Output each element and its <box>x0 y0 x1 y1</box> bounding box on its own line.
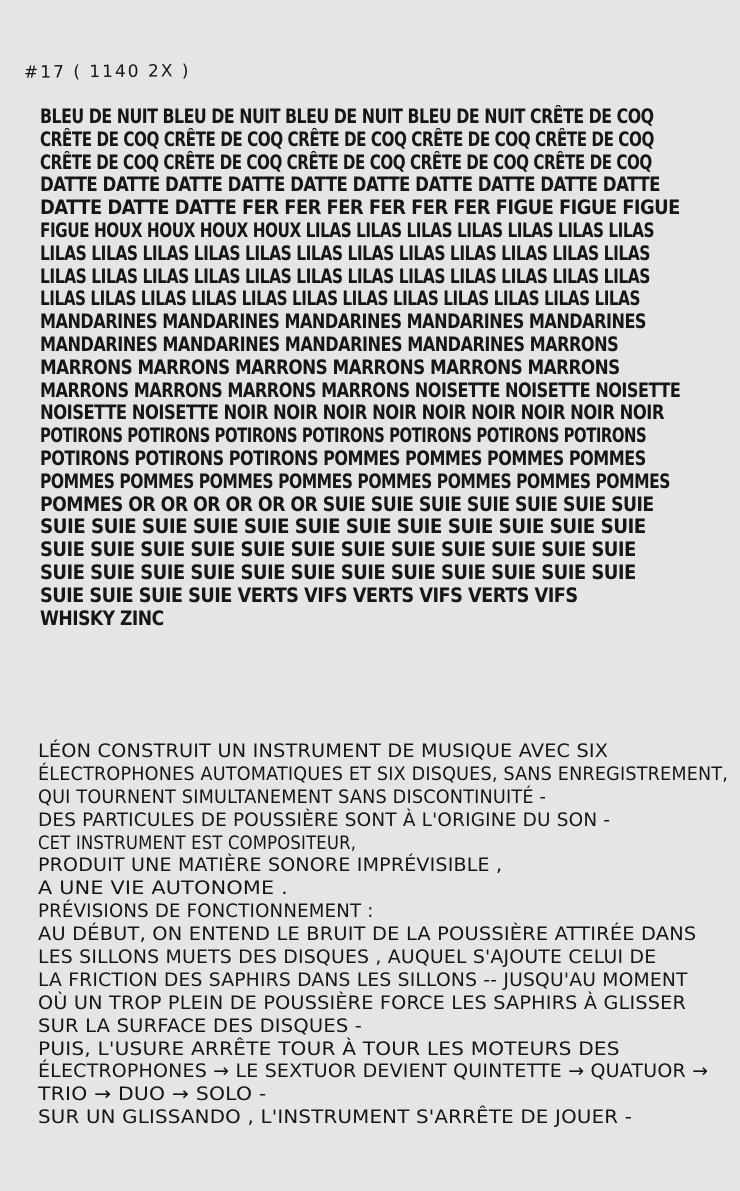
list-line: SUIE SUIE SUIE SUIE SUIE SUIE SUIE SUIE SUIE SUIE SUIE SUIE <box>40 515 646 539</box>
text-line: TRIO → DUO → SOLO - <box>38 1083 267 1106</box>
list-line: FIGUE HOUX HOUX HOUX HOUX LILAS LILAS LILAS LILAS LILAS LILAS LILAS <box>40 218 655 242</box>
text-line: SUR UN GLISSANDO , L'INSTRUMENT S'ARRÊTE DE JOUER - <box>38 1106 633 1129</box>
list-line: SUIE SUIE SUIE SUIE SUIE SUIE SUIE SUIE SUIE SUIE SUIE SUIE <box>40 538 636 562</box>
list-line: CRÊTE DE COQ CRÊTE DE COQ CRÊTE DE COQ CRÊTE DE COQ CRÊTE DE COQ <box>40 150 652 174</box>
text-line: PRÉVISIONS DE FONCTIONNEMENT : <box>38 900 374 923</box>
list-line: DATTE DATTE DATTE DATTE DATTE DATTE DATTE DATTE DATTE DATTE <box>40 173 661 197</box>
list-line: POMMES OR OR OR OR OR OR SUIE SUIE SUIE SUIE SUIE SUIE SUIE <box>40 492 654 516</box>
list-line: CRÊTE DE COQ CRÊTE DE COQ CRÊTE DE COQ CRÊTE DE COQ CRÊTE DE COQ <box>40 127 654 151</box>
list-line: LILAS LILAS LILAS LILAS LILAS LILAS LILAS LILAS LILAS LILAS LILAS LILAS <box>40 287 641 311</box>
list-line: LILAS LILAS LILAS LILAS LILAS LILAS LILAS LILAS LILAS LILAS LILAS LILAS <box>40 264 650 288</box>
color-word-list <box>40 106 720 630</box>
text-line: AU DÉBUT, ON ENTEND LE BRUIT DE LA POUSSIÈRE ATTIRÉE DANS <box>38 923 697 946</box>
text-line: OÙ UN TROP PLEIN DE POUSSIÈRE FORCE LES SAPHIRS À GLISSER <box>38 991 687 1014</box>
list-line: MARRONS MARRONS MARRONS MARRONS MARRONS MARRONS <box>40 355 620 379</box>
text-line: LES SILLONS MUETS DES DISQUES , AUQUEL S'AJOUTE CELUI DE <box>38 946 657 969</box>
list-line: POMMES POMMES POMMES POMMES POMMES POMMES POMMES POMMES <box>40 469 670 493</box>
text-line: DES PARTICULES DE POUSSIÈRE SONT À L'ORIGINE DU SON - <box>38 808 611 831</box>
text-line: PRODUIT UNE MATIÈRE SONORE IMPRÉVISIBLE , <box>38 854 503 877</box>
text-line: CET INSTRUMENT EST COMPOSITEUR, <box>38 831 357 854</box>
list-line: LILAS LILAS LILAS LILAS LILAS LILAS LILAS LILAS LILAS LILAS LILAS LILAS <box>40 241 650 265</box>
list-line: DATTE DATTE DATTE FER FER FER FER FER FER FIGUE FIGUE FIGUE <box>40 196 680 220</box>
list-line: NOISETTE NOISETTE NOIR NOIR NOIR NOIR NOIR NOIR NOIR NOIR NOIR <box>40 401 664 425</box>
list-line: WHISKY ZINC <box>40 606 164 630</box>
text-line: A UNE VIE AUTONOME . <box>38 877 288 900</box>
instrument-description <box>38 740 728 1129</box>
list-line: BLEU DE NUIT BLEU DE NUIT BLEU DE NUIT BLEU DE NUIT CRÊTE DE COQ <box>40 105 654 128</box>
text-line: LÉON CONSTRUIT UN INSTRUMENT DE MUSIQUE AVEC SIX <box>38 740 609 762</box>
text-line: SUR LA SURFACE DES DISQUES - <box>38 1014 363 1037</box>
text-line: ÉLECTROPHONES → LE SEXTUOR DEVIENT QUINTETTE → QUATUOR → <box>38 1060 709 1083</box>
list-line: POTIRONS POTIRONS POTIRONS POMMES POMMES POMMES POMMES <box>40 446 646 470</box>
page-header: #17 ( 1140 2X ) <box>23 61 191 83</box>
text-line: ÉLECTROPHONES AUTOMATIQUES ET SIX DISQUES, SANS ENREGISTREMENT, <box>38 762 729 785</box>
list-line: POTIRONS POTIRONS POTIRONS POTIRONS POTIRONS POTIRONS POTIRONS <box>40 424 647 448</box>
list-line: MARRONS MARRONS MARRONS MARRONS NOISETTE NOISETTE NOISETTE <box>40 378 681 402</box>
list-line: MANDARINES MANDARINES MANDARINES MANDARINES MARRONS <box>40 332 619 356</box>
list-line: MANDARINES MANDARINES MANDARINES MANDARINES MANDARINES <box>40 310 647 334</box>
text-line: LA FRICTION DES SAPHIRS DANS LES SILLONS -- JUSQU'AU MOMENT <box>38 968 688 991</box>
text-line: PUIS, L'USURE ARRÊTE TOUR À TOUR LES MOTEURS DES <box>38 1037 620 1060</box>
list-line: SUIE SUIE SUIE SUIE VERTS VIFS VERTS VIFS VERTS VIFS <box>40 583 578 607</box>
list-line: SUIE SUIE SUIE SUIE SUIE SUIE SUIE SUIE SUIE SUIE SUIE SUIE <box>40 560 636 584</box>
text-line: QUI TOURNENT SIMULTANEMENT SANS DISCONTINUITÉ - <box>38 785 547 808</box>
